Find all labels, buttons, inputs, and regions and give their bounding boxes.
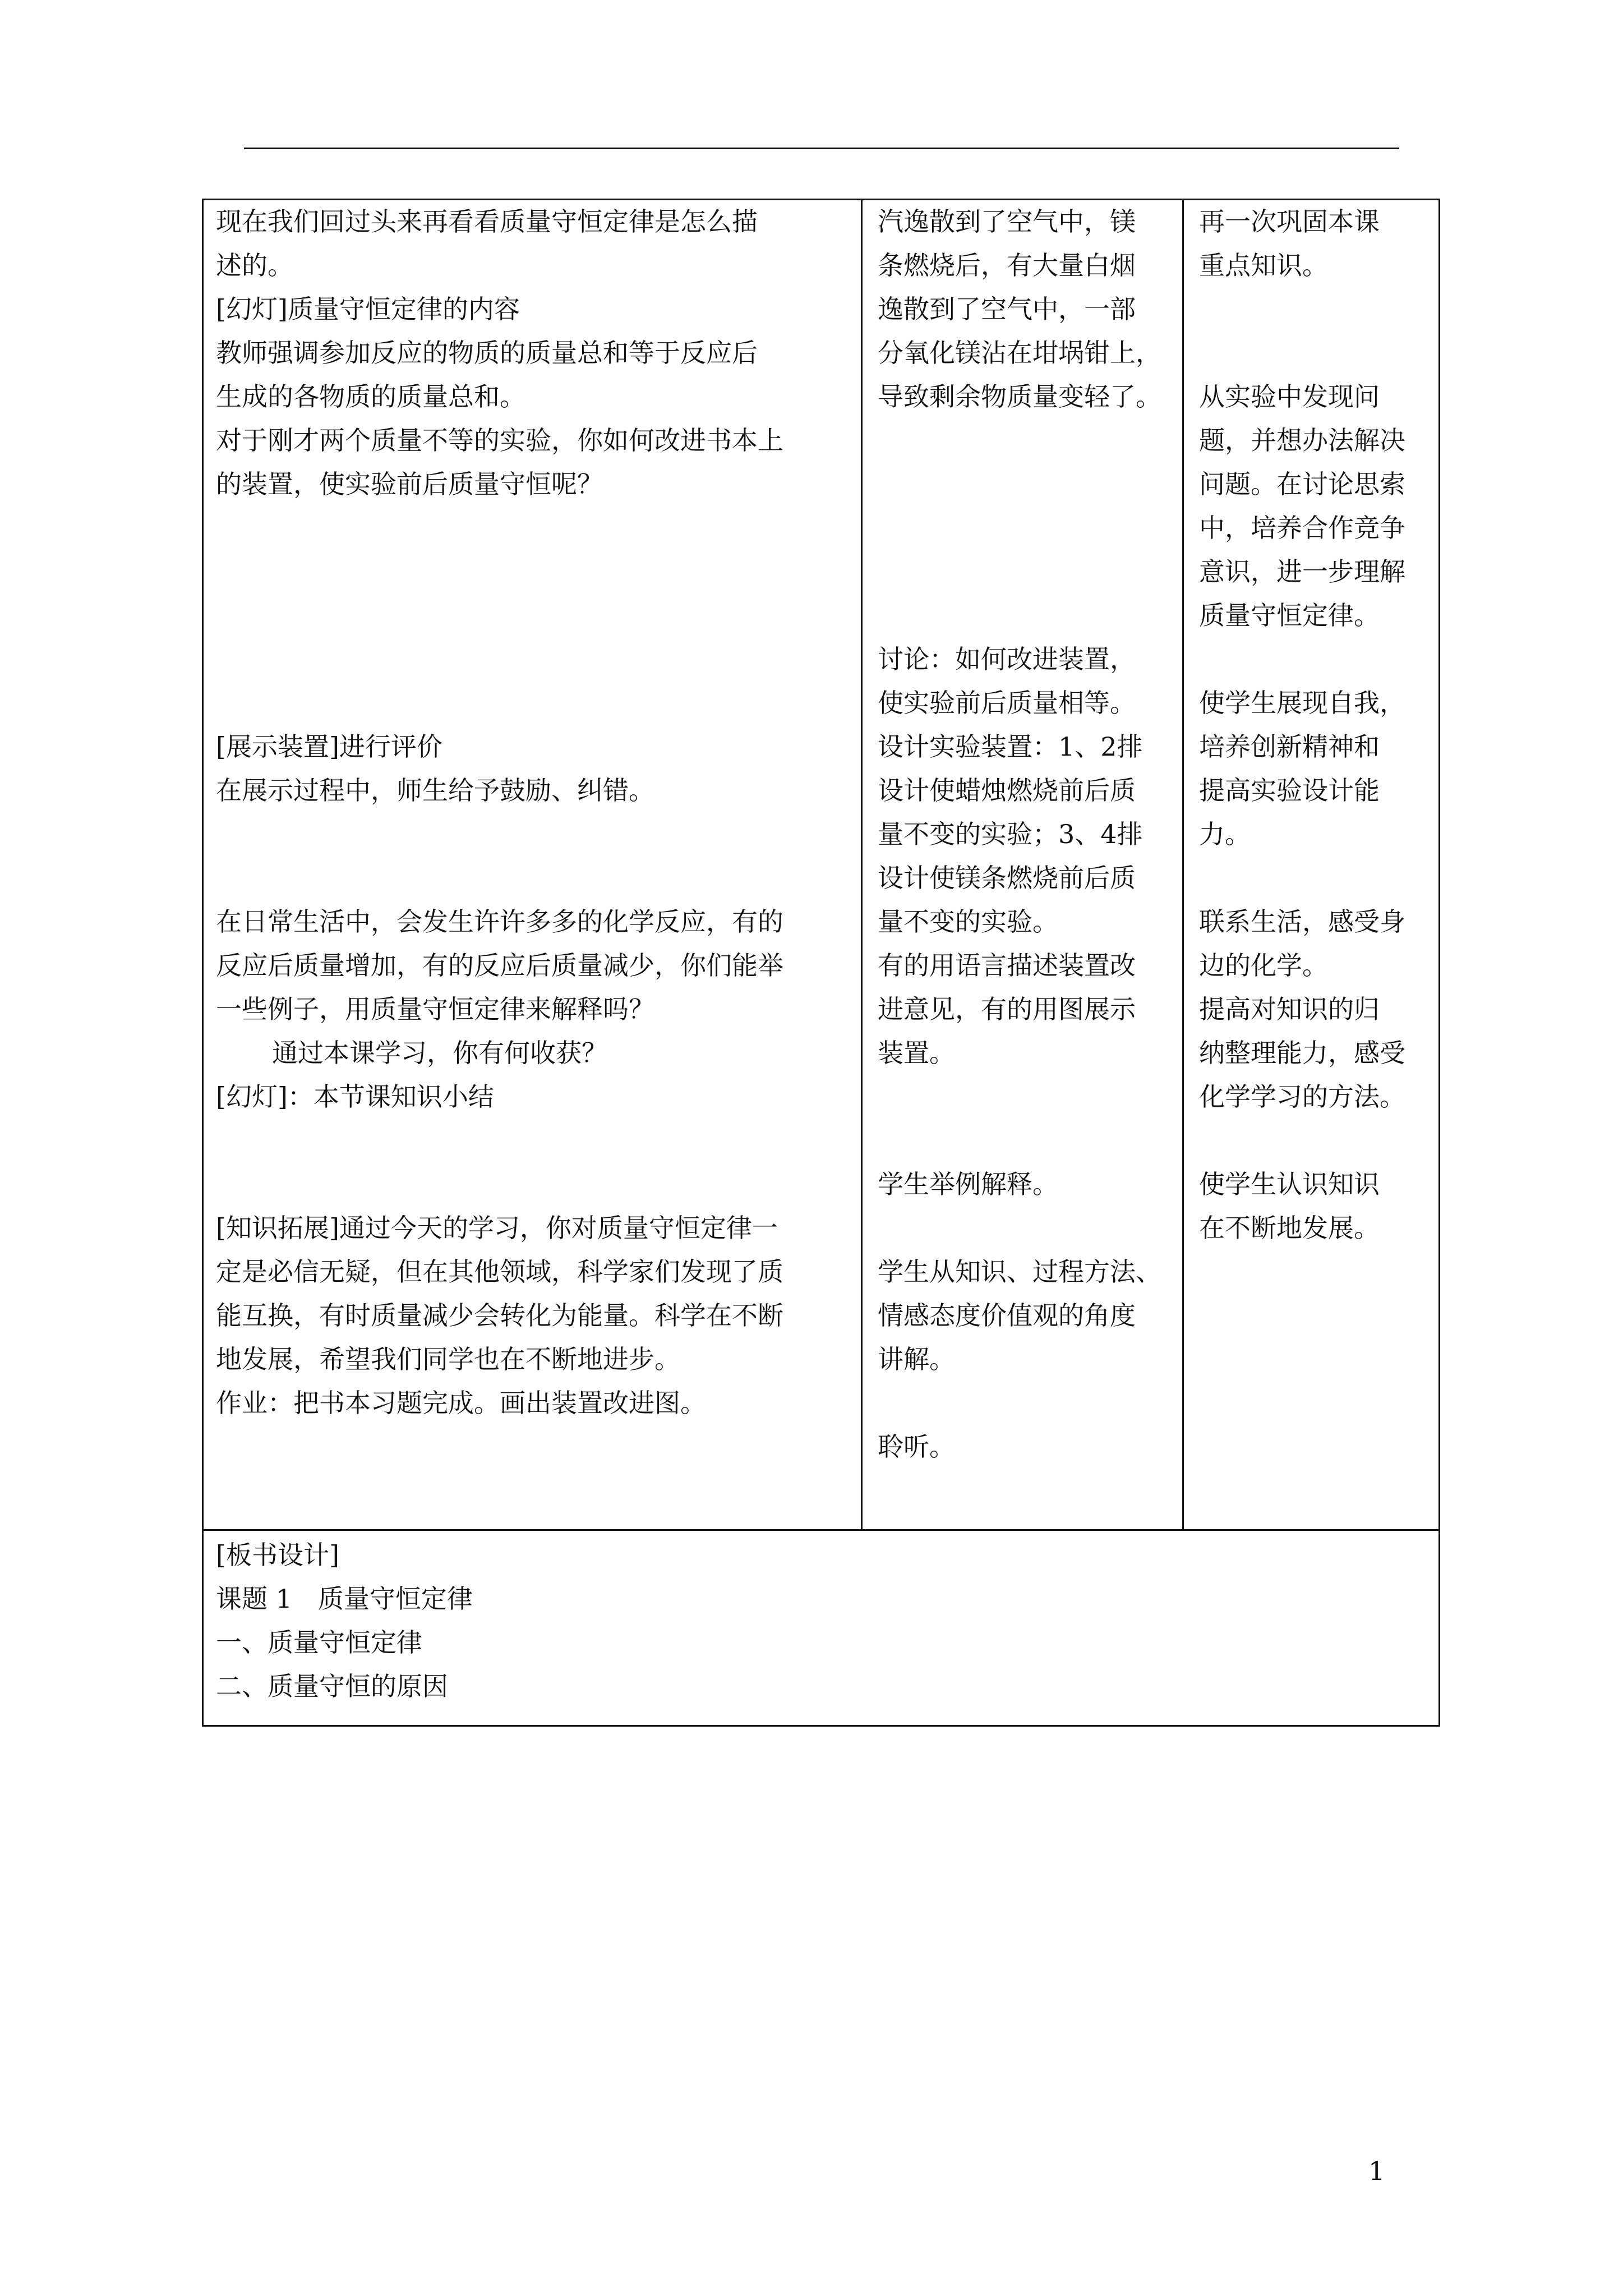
- text-line: 导致剩余物质量变轻了。: [878, 381, 1161, 412]
- text-line: 有的用语言描述装置改: [878, 950, 1136, 981]
- text-line: 使学生认识知识: [1199, 1169, 1380, 1199]
- text-line: 培养创新精神和: [1199, 731, 1380, 762]
- text-line: 化学学习的方法。: [1199, 1082, 1405, 1112]
- text-line: 能互换，有时质量减少会转化为能量。科学在不断: [216, 1300, 783, 1331]
- teacher-activity-cell: [216, 200, 858, 1425]
- text-line: 讲解。: [878, 1344, 955, 1374]
- row-divider: [202, 1529, 1440, 1531]
- text-line: 在展示过程中，师生给予鼓励、纠错。: [216, 775, 654, 806]
- text-line: 生成的各物质的质量总和。: [216, 381, 525, 412]
- text-line: 提高实验设计能: [1199, 775, 1380, 806]
- text-line: 设计实验装置：1、2排: [878, 731, 1143, 762]
- text-line: 联系生活，感受身: [1199, 907, 1405, 937]
- text-line: 问题。在讨论思索: [1199, 469, 1405, 499]
- text-line: 定是必信无疑，但在其他领域，科学家们发现了质: [216, 1257, 783, 1287]
- text-line: [幻灯]质量守恒定律的内容: [216, 294, 520, 324]
- text-line: 质量守恒定律。: [1199, 600, 1380, 631]
- text-line: [展示装置]进行评价: [216, 731, 442, 762]
- text-line: 再一次巩固本课: [1199, 206, 1380, 237]
- text-line: 使学生展现自我，: [1199, 688, 1405, 718]
- board-line: 一、质量守恒定律: [216, 1627, 422, 1658]
- text-line: 进意见，有的用图展示: [878, 994, 1136, 1024]
- text-line: 提高对知识的归: [1199, 994, 1380, 1024]
- text-line: 情感态度价值观的角度: [878, 1300, 1136, 1331]
- text-line: 边的化学。: [1199, 950, 1328, 981]
- text-line: 量不变的实验。: [878, 907, 1058, 937]
- text-line: 述的。: [216, 250, 293, 280]
- text-line: 在日常生活中，会发生许许多多的化学反应，有的: [216, 907, 783, 937]
- design-intent-cell: [1199, 200, 1429, 1250]
- text-line: 条燃烧后，有大量白烟: [878, 250, 1136, 280]
- text-line: 现在我们回过头来再看看质量守恒定律是怎么描: [216, 206, 758, 237]
- text-line: [幻灯]：本节课知识小结: [216, 1082, 494, 1112]
- text-line: 量不变的实验；3、4排: [878, 819, 1143, 849]
- text-line: 通过本课学习，你有何收获？: [272, 1038, 607, 1068]
- column-divider-1: [861, 199, 863, 1531]
- text-line: 设计使镁条燃烧前后质: [878, 863, 1136, 893]
- text-line: 重点知识。: [1199, 250, 1328, 280]
- board-line: 二、质量守恒的原因: [216, 1671, 448, 1701]
- text-line: 在不断地发展。: [1199, 1213, 1380, 1243]
- column-divider-2: [1182, 199, 1184, 1531]
- text-line: 聆听。: [878, 1432, 955, 1462]
- text-line: [知识拓展]通过今天的学习，你对质量守恒定律一: [216, 1213, 778, 1243]
- board-design-cell: [216, 1533, 1422, 1708]
- text-line: 讨论：如何改进装置，: [878, 644, 1136, 674]
- text-line: 汽逸散到了空气中，镁: [878, 206, 1136, 237]
- student-activity-cell: [878, 200, 1181, 1469]
- text-line: 使实验前后质量相等。: [878, 688, 1136, 718]
- page-number: 1: [1368, 2156, 1385, 2186]
- board-heading: [板书设计]: [216, 1540, 339, 1570]
- text-line: 作业：把书本习题完成。画出装置改进图。: [216, 1388, 706, 1418]
- text-line: 地发展，希望我们同学也在不断地进步。: [216, 1344, 680, 1374]
- text-line: 对于刚才两个质量不等的实验，你如何改进书本上: [216, 425, 783, 455]
- text-line: 设计使蜡烛燃烧前后质: [878, 775, 1136, 806]
- text-line: 从实验中发现问: [1199, 381, 1380, 412]
- text-line: 分氧化镁沾在坩埚钳上，: [878, 338, 1161, 368]
- text-line: 力。: [1199, 819, 1251, 849]
- text-line: 学生从知识、过程方法、: [878, 1257, 1161, 1287]
- text-line: 纳整理能力，感受: [1199, 1038, 1405, 1068]
- text-line: 逸散到了空气中，一部: [878, 294, 1136, 324]
- text-line: 意识，进一步理解: [1199, 556, 1405, 587]
- board-line: 课题 1 质量守恒定律: [216, 1584, 473, 1614]
- text-line: 学生举例解释。: [878, 1169, 1058, 1199]
- text-line: 反应后质量增加，有的反应后质量减少，你们能举: [216, 950, 783, 981]
- text-line: 装置。: [878, 1038, 955, 1068]
- text-line: 中，培养合作竞争: [1199, 513, 1405, 543]
- header-rule: [244, 148, 1399, 149]
- text-line: 一些例子，用质量守恒定律来解释吗？: [216, 994, 654, 1024]
- text-line: 教师强调参加反应的物质的质量总和等于反应后: [216, 338, 758, 368]
- text-line: 题，并想办法解决: [1199, 425, 1405, 455]
- text-line: 的装置，使实验前后质量守恒呢？: [216, 469, 603, 499]
